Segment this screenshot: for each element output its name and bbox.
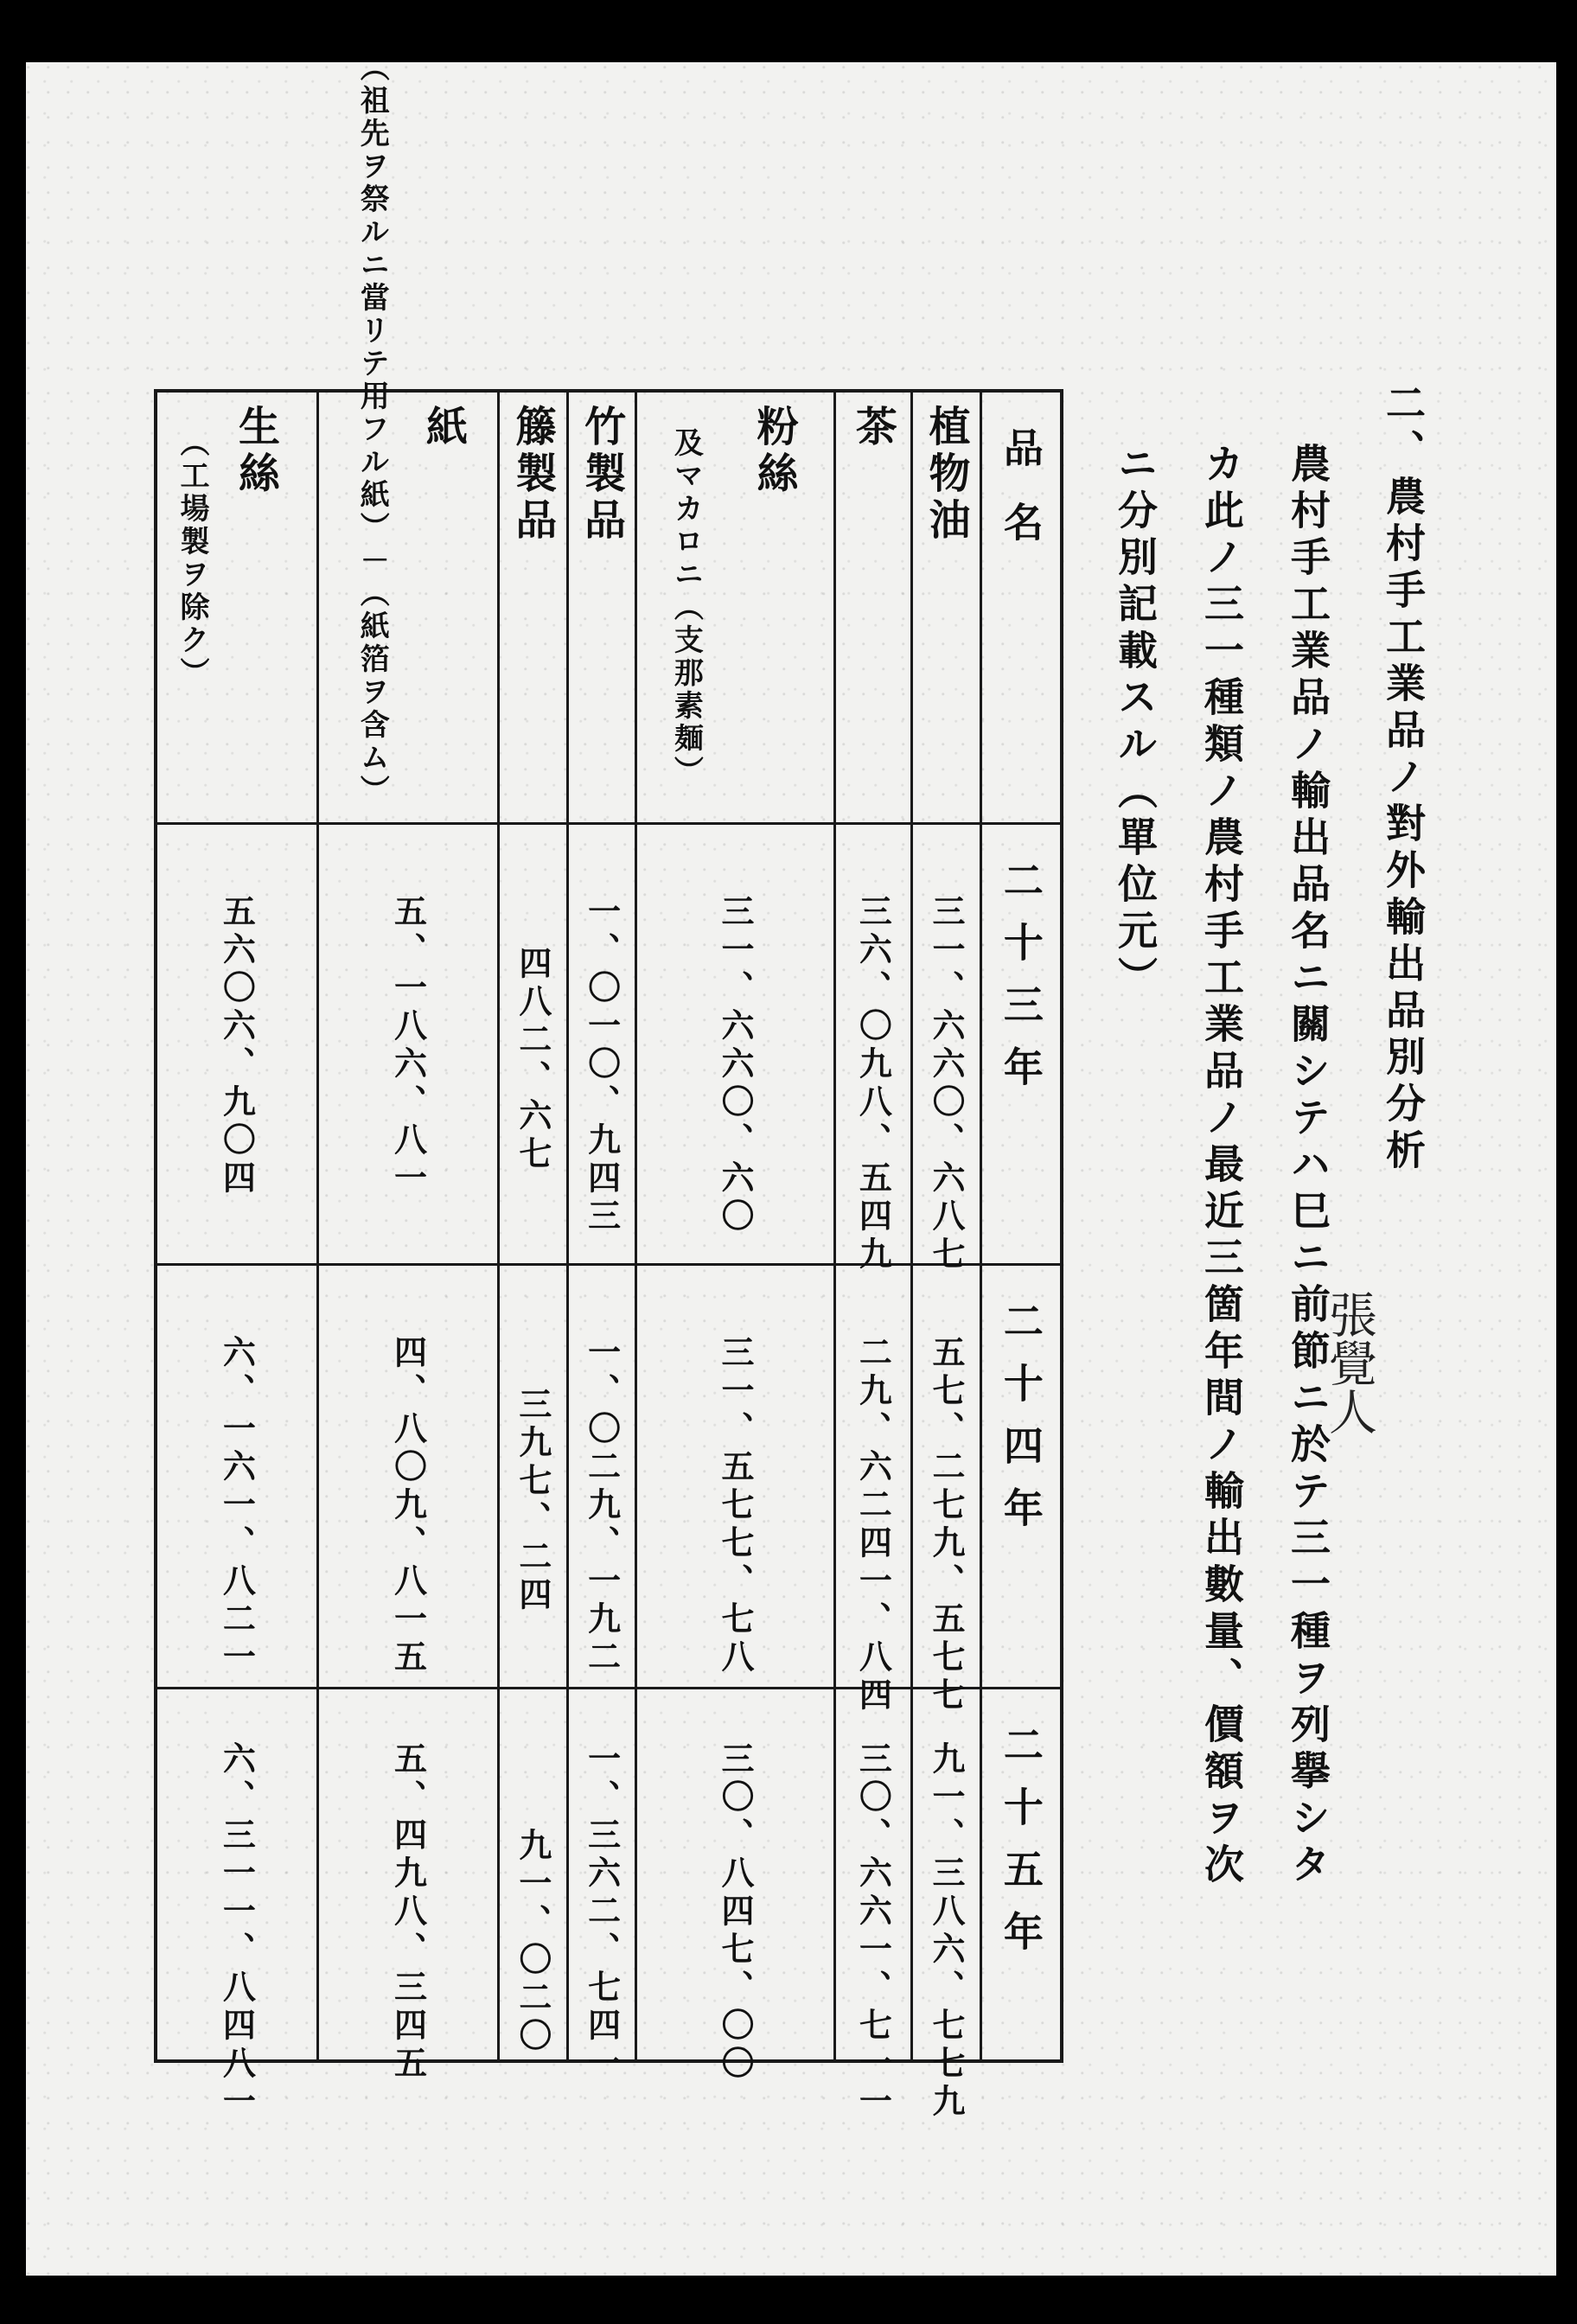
- cell-2-2: 三〇、八四七、〇〇: [636, 1688, 834, 2061]
- row-funshi-name: 粉絲 （支那素麺）及マカロニ: [636, 391, 834, 823]
- cell-2-0: 三一、六六〇、六〇: [636, 823, 834, 1264]
- cell-5-2: 五、四九八、三四五: [317, 1688, 498, 2061]
- cell-1-0: 三六、〇九八、五四九: [834, 823, 912, 1264]
- cell-4-2: 九一、〇二〇: [499, 1688, 568, 2061]
- header-name: 品名: [997, 427, 1044, 576]
- row-cha-name: 茶: [834, 391, 912, 823]
- cell-1-1: 二九、六二四一、八四: [834, 1264, 912, 1688]
- header-year-1: 二十三年: [980, 823, 1062, 1264]
- cell-3-0: 一、〇一〇、九四三: [567, 823, 636, 1264]
- intro-line-3: カ此ノ三一種類ノ農村手工業品ノ最近三箇年間ノ輸出數量、價額ヲ次: [1198, 443, 1245, 1890]
- cell-1-2: 三〇、六六一、七一一: [834, 1688, 912, 2061]
- export-table: [154, 52, 1063, 2122]
- cell-6-0: 五六〇六、九〇四: [156, 823, 317, 1264]
- intro-line-1: 二、農村手工業品ノ對外輸出品別分析: [1380, 382, 1427, 1176]
- row-kami-name: 紙 （紙箔ヲ含ム）－（祖先ヲ祭ルニ當リテ用フル紙）: [317, 391, 498, 823]
- cell-5-0: 五、一八六、八一: [317, 823, 498, 1264]
- cell-4-0: 四八二、六七: [499, 823, 568, 1264]
- intro-line-4: ニ分別記載スル（單位元）: [1112, 443, 1159, 1003]
- cell-4-1: 三九七、二四: [499, 1264, 568, 1688]
- cell-0-1: 五七、二七九、五七七: [912, 1264, 981, 1688]
- header-year-3: 二十五年: [980, 1688, 1062, 2061]
- cell-3-1: 一、〇二九、一九二: [567, 1264, 636, 1688]
- cell-0-0: 三一、六六〇、六八七: [912, 823, 981, 1264]
- cell-0-2: 九一、三八六、七七九: [912, 1688, 981, 2061]
- document-page: [26, 52, 1556, 2276]
- cell-2-1: 三一、五七七、七八: [636, 1264, 834, 1688]
- row-to-name: 籐製品: [499, 391, 568, 823]
- cell-6-2: 六、三一一、八四八一: [156, 1688, 317, 2061]
- cell-6-1: 六、一六一、八二一: [156, 1264, 317, 1688]
- row-take-name: 竹製品: [567, 391, 636, 823]
- header-year-2: 二十四年: [980, 1264, 1062, 1688]
- header-name-cell: [980, 391, 1062, 823]
- row-shokubutsuyu-name: 植物油: [912, 391, 981, 823]
- intro-line-2: 農村手工業品ノ輸出品名ニ關シテハ巳ニ前節ニ於テ三一種ヲ列擧シタ: [1285, 443, 1331, 1890]
- cell-5-1: 四、八〇九、八一五: [317, 1264, 498, 1688]
- row-kiito-name: 生絲 （工場製ヲ除ク）: [156, 391, 317, 823]
- cell-3-2: 一、三六二、七四一: [567, 1688, 636, 2061]
- handwritten-annotation: 張覺人: [1321, 1290, 1377, 1435]
